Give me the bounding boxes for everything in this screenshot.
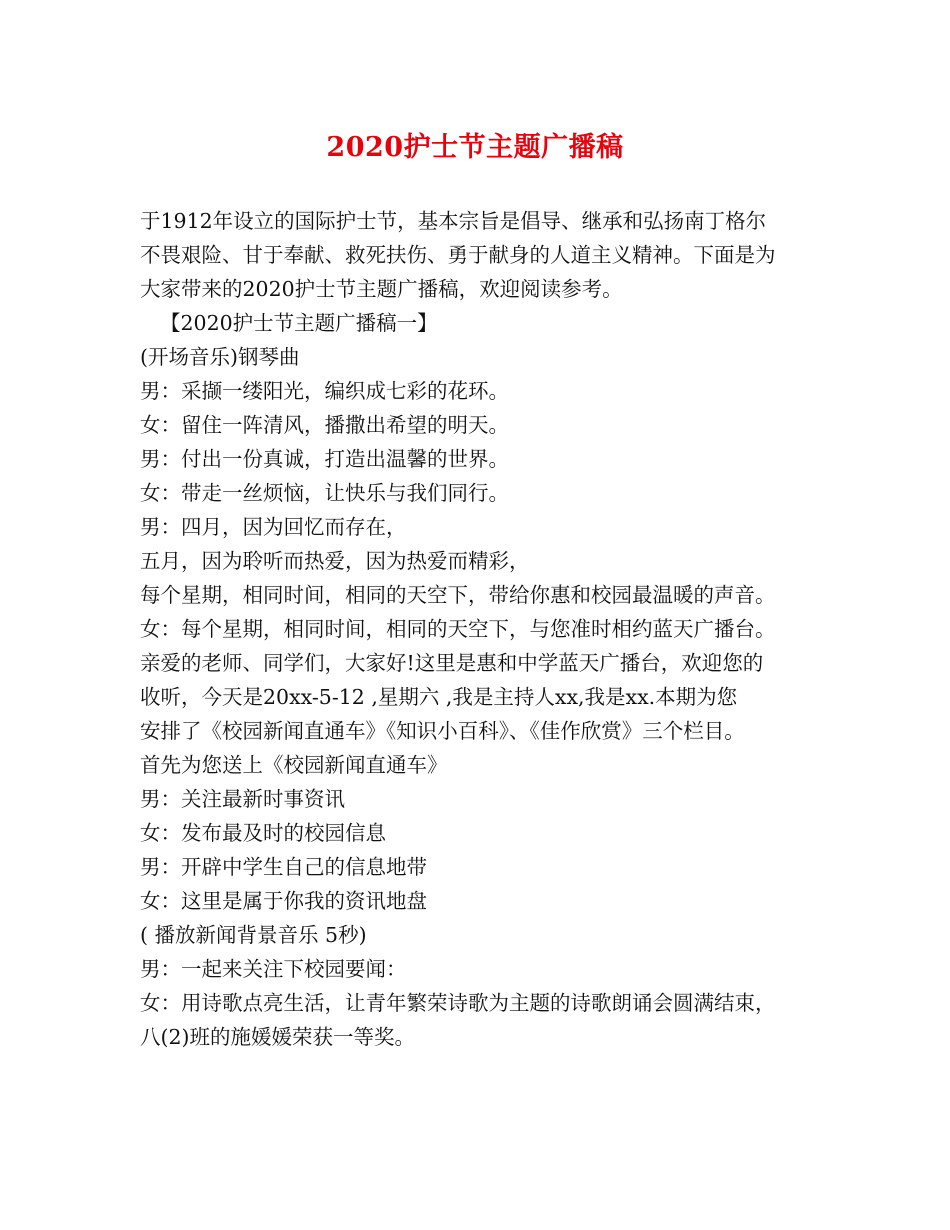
script-line: 女：每个星期，相同时间，相同的天空下，与您准时相约蓝天广播台。: [140, 617, 776, 641]
script-line: 首先为您送上《校园新闻直通车》: [140, 753, 448, 777]
intro-line: 于1912年设立的国际护士节，基本宗旨是倡导、继承和弘扬南丁格尔: [140, 209, 767, 233]
document-title: 2020护士节主题广播稿: [326, 132, 624, 163]
script-line: 男：一起来关注下校园要闻：: [140, 957, 407, 981]
script-line: 男：关注最新时事资讯: [140, 787, 345, 811]
script-line: 男：付出一份真诚，打造出温馨的世界。: [140, 447, 509, 471]
script-line: 女：带走一丝烦恼，让快乐与我们同行。: [140, 481, 509, 505]
script-line: 男：四月，因为回忆而存在，: [140, 515, 407, 539]
script-line: (开场音乐)钢琴曲: [140, 345, 300, 369]
script-line: ( 播放新闻背景音乐 5秒): [140, 923, 367, 947]
section-heading: 【2020护士节主题广播稿一】: [160, 311, 438, 335]
script-line: 五月，因为聆听而热爱，因为热爱而精彩，: [140, 549, 530, 573]
script-line: 安排了《校园新闻直通车》《知识小百科》、《佳作欣赏》三个栏目。: [140, 719, 745, 743]
document-body: [140, 204, 820, 1054]
script-line: 收听，今天是20xx-5-12 ,星期六 ,我是主持人xx,我是xx.本期为您: [140, 685, 738, 709]
script-line: 女：留住一阵清风，播撒出希望的明天。: [140, 413, 509, 437]
script-line: 亲爱的老师、同学们，大家好!这里是惠和中学蓝天广播台，欢迎您的: [140, 651, 764, 675]
script-line: 女：用诗歌点亮生活，让青年繁荣诗歌为主题的诗歌朗诵会圆满结束，: [140, 991, 776, 1015]
script-line: 每个星期，相同时间，相同的天空下，带给你惠和校园最温暖的声音。: [140, 583, 776, 607]
script-line: 男：开辟中学生自己的信息地带: [140, 855, 427, 879]
script-line: 八(2)班的施媛媛荣获一等奖。: [140, 1025, 416, 1049]
intro-line: 不畏艰险、甘于奉献、救死扶伤、勇于献身的人道主义精神。下面是为: [140, 243, 776, 267]
script-line: 女：发布最及时的校园信息: [140, 821, 386, 845]
intro-line: 大家带来的2020护士节主题广播稿，欢迎阅读参考。: [140, 277, 623, 301]
script-line: 男：采撷一缕阳光，编织成七彩的花环。: [140, 379, 509, 403]
script-line: 女：这里是属于你我的资讯地盘: [140, 889, 427, 913]
